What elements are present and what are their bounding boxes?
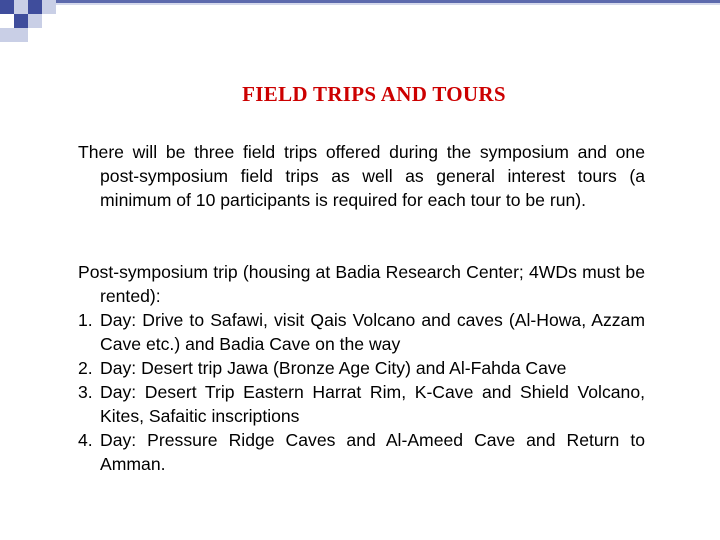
list-item-number: 4. [78, 430, 93, 450]
list-item-text: Day: Desert Trip Eastern Harrat Rim, K-Cave and Shield Volcano, Kites, Safaitic inscriptions [100, 382, 645, 426]
intro-text: There will be three field trips offered during the symposium and one post-symposium field trips as well as general interest tours (a minimum of 10 participants is required for each tour to be run). [78, 142, 645, 210]
list-item [78, 356, 645, 380]
square-light-3 [0, 28, 14, 42]
top-rule-shadow [56, 3, 720, 5]
list-item-text: Day: Desert trip Jawa (Bronze Age City) and Al-Fahda Cave [100, 358, 567, 378]
square-light-5 [42, 0, 56, 14]
square-light-4 [14, 28, 28, 42]
square-light-2 [28, 14, 42, 28]
square-dark-3 [14, 14, 28, 28]
decorative-squares [0, 0, 720, 60]
square-dark-2 [28, 0, 42, 14]
slide-title: FIELD TRIPS AND TOURS [242, 82, 506, 106]
list-item-text: Day: Pressure Ridge Caves and Al-Ameed Cave and Return to Amman. [100, 430, 645, 474]
square-dark-1 [0, 0, 14, 14]
post-symposium-heading: Post-symposium trip (housing at Badia Research Center; 4WDs must be rented): [78, 262, 645, 306]
list-item [78, 308, 645, 356]
list-item-number: 3. [78, 382, 93, 402]
list-item [78, 380, 645, 428]
list-item-text: Day: Drive to Safawi, visit Qais Volcano and caves (Al-Howa, Azzam Cave etc.) and Badia Cave on the way [100, 310, 645, 354]
post-symposium-section [78, 260, 645, 476]
intro-paragraph [78, 140, 645, 212]
corner-decoration [0, 0, 720, 60]
list-item [78, 428, 645, 476]
top-rule [56, 0, 720, 3]
list-item-number: 2. [78, 358, 93, 378]
square-light-1 [14, 0, 28, 14]
list-item-number: 1. [78, 310, 93, 330]
